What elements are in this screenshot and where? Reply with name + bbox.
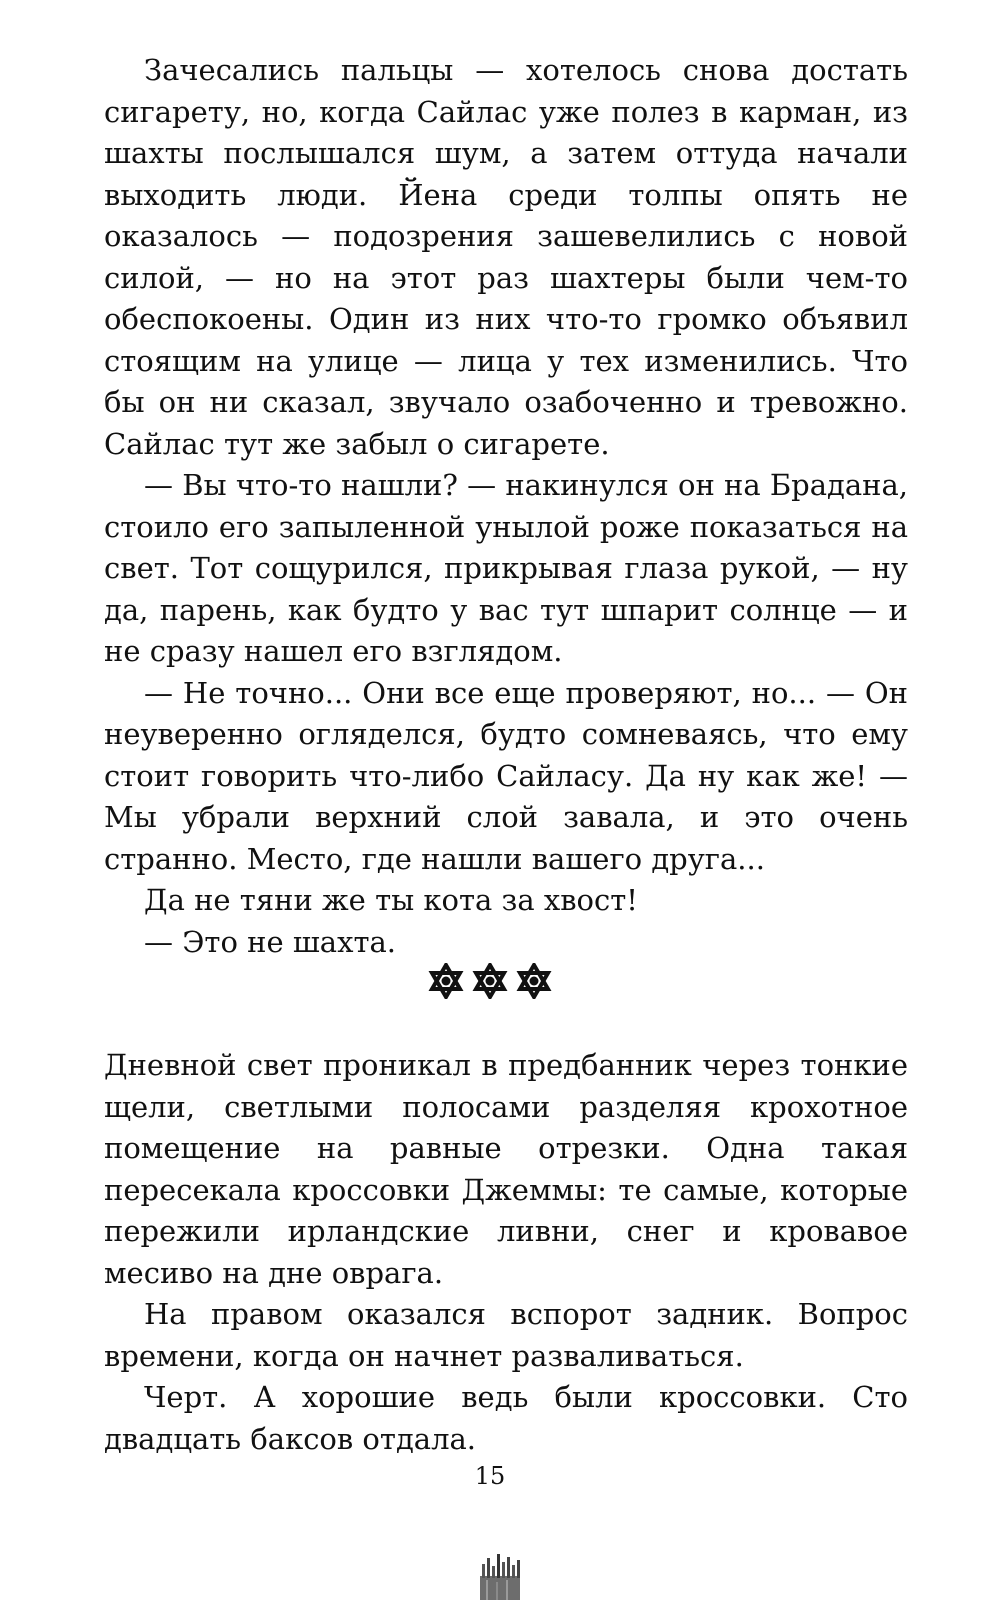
section-2 [104, 1045, 908, 1460]
page-number: 15 [474, 1462, 506, 1490]
paragraph: Черт. А хорошие ведь были кроссовки. Сто двадцать баксов отдала. [104, 1380, 908, 1456]
paragraph: — Не точно... Они все еще проверяют, но... — Он неуверенно огляделся, будто сомневаясь, что ему стоит говорить что-либо Сайласу. Да ну как же! — Мы убрали верхний слой завала, и это очень странно. Место, где нашли вашего друга... [104, 675, 908, 876]
paragraph: На правом оказался вспорот задник. Вопрос времени, когда он начнет разваливаться. [104, 1297, 908, 1373]
paragraph: — Вы что-то нашли? — накинулся он на Брадана, стоило его запыленной унылой роже показаться на свет. Тот сощурился, прикрывая глаза рукой, — ну да, парень, как будто у вас тут шпарит солнце — и не сразу нашел его взглядом. [104, 468, 908, 668]
section-1 [104, 50, 908, 963]
publisher-logo-icon [474, 1530, 526, 1600]
paragraph: Дневной свет проникал в предбанник через тонкие щели, светлыми полосами разделяя крохотное помещение на равные отрезки. Одна такая пересекала кроссовки Джеммы: те самые, которые пережили ирландские ливни, снег и кровавое месиво на дне оврага. [104, 1048, 908, 1290]
star-of-david-icon [472, 963, 508, 999]
section-separator [0, 958, 980, 1004]
paragraph: Зачесались пальцы — хотелось снова достать сигарету, но, когда Сайлас уже полез в карман, из шахты послышался шум, а затем оттуда начали выходить люди. Йена среди толпы опять не оказалось — подозрения зашевелились с новой силой, — но на этот раз шахтеры были чем-то обеспокоены. Один из них что-то громко объявил стоящим на улице — лица у тех изменились. Что бы он ни сказал, звучало озабоченно и тревожно. Сайлас тут же забыл о сигарете. [104, 53, 908, 461]
paragraph: Да не тяни же ты кота за хвост! [144, 883, 638, 917]
star-of-david-icon [428, 963, 464, 999]
paragraph: — Это не шахта. [144, 924, 396, 959]
star-of-david-icon [516, 963, 552, 999]
